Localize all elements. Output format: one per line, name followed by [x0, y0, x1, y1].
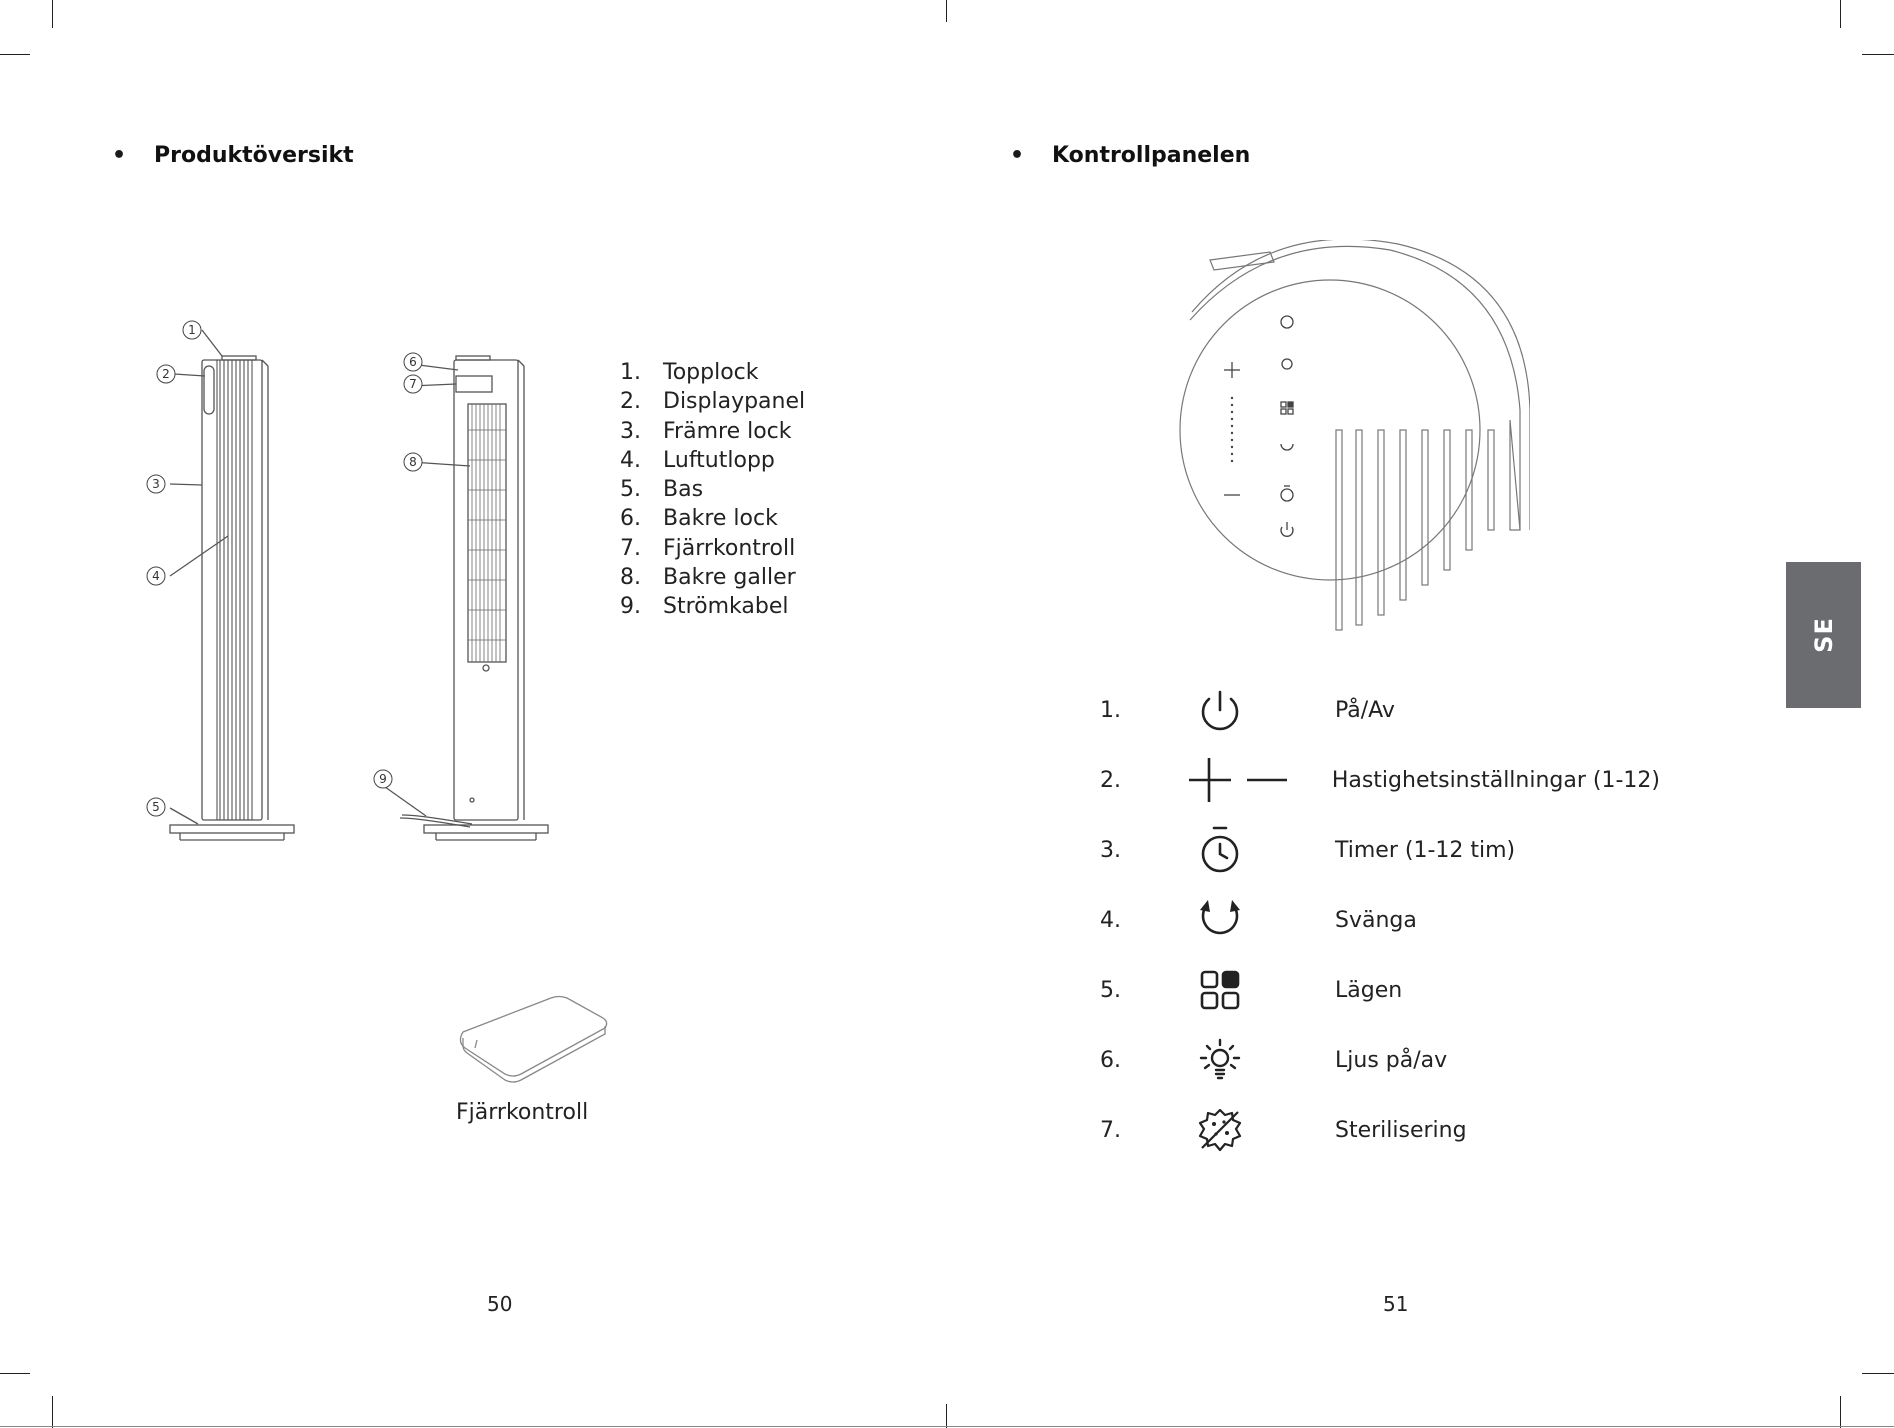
oscillate-icon [1190, 890, 1335, 950]
callout-label: 8 [409, 455, 417, 469]
rear-view-base [424, 825, 548, 833]
list-item: 9. Strömkabel [620, 594, 789, 620]
remote-caption: Fjärrkontroll [456, 1100, 589, 1125]
control-panel-heading: Kontrollpanelen [1052, 143, 1251, 168]
heading-bullet: • [112, 143, 127, 168]
light-icon [1190, 1030, 1335, 1090]
callout-label: 1 [188, 323, 196, 337]
heading-bullet: • [1010, 143, 1025, 168]
crop-mark [1840, 0, 1841, 28]
crop-mark [52, 0, 53, 28]
control-panel-diagram [1150, 240, 1530, 640]
modes-icon [1190, 960, 1335, 1020]
list-item: 2. Displaypanel [620, 389, 806, 415]
tower-fan-diagram [140, 310, 580, 850]
callout-label: 2 [162, 367, 170, 381]
crop-mark [1840, 1396, 1841, 1428]
callout-label: 4 [152, 569, 160, 583]
rear-view-body [454, 360, 518, 820]
list-item: 1. Topplock [620, 360, 759, 385]
plus-minus-icon [1189, 750, 1332, 810]
callout-label: 7 [409, 377, 417, 391]
page-number-right: 51 [1383, 1292, 1409, 1316]
timer-icon [1190, 820, 1335, 880]
callout-label: 3 [152, 477, 160, 491]
product-overview-heading: Produktöversikt [154, 143, 354, 168]
list-item: 1. På/Av [1100, 680, 1660, 740]
list-item: 3. Främre lock [620, 418, 792, 444]
crop-mark [946, 1404, 947, 1428]
language-tab-label: SE [1809, 617, 1838, 653]
list-item: 6. Ljus på/av [1100, 1030, 1660, 1090]
language-tab [1786, 562, 1861, 708]
list-item: 7. Fjärrkontroll [620, 535, 796, 561]
list-item: 7. Sterilisering [1100, 1100, 1660, 1160]
list-item: 5. Lägen [1100, 960, 1660, 1020]
page-bottom-edge [0, 1426, 1894, 1427]
list-item: 3. Timer (1-12 tim) [1100, 820, 1660, 880]
crop-mark [1862, 54, 1894, 55]
callout-label: 6 [409, 355, 417, 369]
list-item: 5. Bas [620, 477, 704, 503]
crop-mark [52, 1396, 53, 1428]
crop-mark [0, 54, 30, 55]
power-icon [1190, 680, 1335, 740]
list-item: 8. Bakre galler [620, 565, 796, 591]
remote-control-diagram [455, 990, 615, 1090]
page-number-left: 50 [487, 1292, 513, 1316]
crop-mark [0, 1373, 30, 1374]
list-item: 4. Svänga [1100, 890, 1660, 950]
parts-list [620, 358, 805, 622]
list-item: 4. Luftutlopp [620, 447, 775, 473]
front-view-base [170, 825, 294, 833]
list-item: 6. Bakre lock [620, 506, 778, 532]
crop-mark [1862, 1373, 1894, 1374]
crop-mark [946, 0, 947, 22]
sterilization-icon [1190, 1100, 1335, 1160]
list-item: 2. Hastighetsinställningar (1-12) [1100, 750, 1660, 810]
callout-label: 5 [152, 800, 160, 814]
callout-label: 9 [379, 772, 387, 786]
